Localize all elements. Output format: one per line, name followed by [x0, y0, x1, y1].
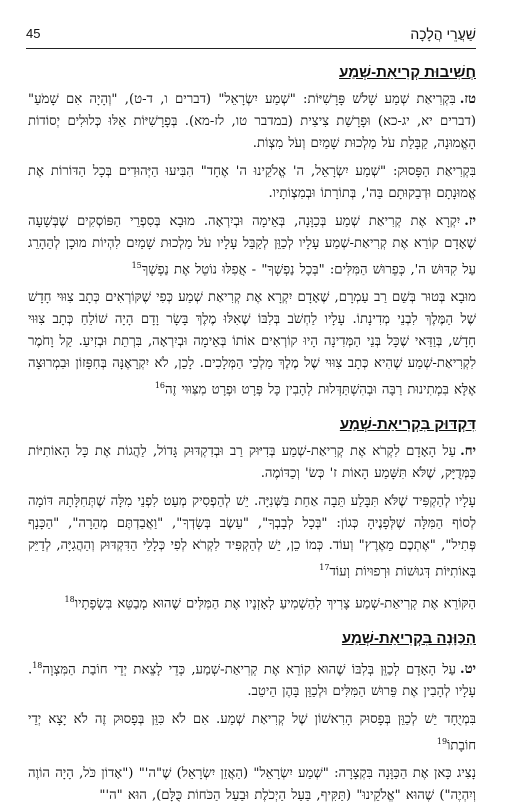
paragraph-text: בִּקְרִיאַת שְׁמַע שָׁלֹשׁ פָּרָשִׁיּוֹת: "שְׁמַע יִשְׂרָאֵל" (דברים ו, ד-ט), "וְהָיָה אִם שָׁמֹעַ" (דברים יא, יג-כא) וּפָרָשַׁת צִיצִית (במדבר טו, לז-מא). בְּפָרָשִׁיּוֹת אֵלּוּ כְּלוּלִים יְסוֹדוֹת הָאֱמוּנָה, קַבָּלַת עֹל מַלְכוּת שָׁמַיִם וְעֹל מִצְוֹת. [28, 92, 476, 151]
paragraph [28, 709, 476, 757]
footnote-ref: 18 [64, 595, 75, 605]
footnote-ref: 18 [32, 660, 43, 670]
paragraph-text: בִּמְיֻחָד יֵשׁ לְכַוֵּן בְּפָסוּק הָרִאשׁוֹן שֶׁל קְרִיאַת שְׁמַע. אִם לֹא כִּוֵּן בְּפָסוּק זֶה לֹא יָצָא יְדֵי חוֹבָתוֹ [28, 711, 476, 754]
paragraph-text: נָצִיג כָּאן אֶת הַכַּוָּנָה בִּקְצָרָה: "שְׁמַע יִשְׂרָאֵל" (הַאֲזֵן יִשְׂרָאֵל) שֶׁ"ה'" ("אָדוֹן כֹּל, הָיָה הוֹוֶה וְיִהְיֶה") שֶׁהוּא "אֱלֹקֵינוּ" (תַּקִּיף, בַּעַל הַיְכֹלֶת וּבַעַל הַכֹּחוֹת כֻּלָּם), הוּא "ה'" [28, 766, 476, 804]
paragraph-number: יח. [460, 443, 476, 459]
page-content [28, 64, 476, 810]
paragraph-number: טז. [459, 92, 476, 107]
paragraph-text: עָלָיו לְהַקְפִּיד שֶׁלֹּא תִּבָּלַע תֵּבָה אַחַת בַּשְּׁנִיָּה. יֵשׁ לְהַפְסִיק מְעַט לִפְנֵי מִלָּה שֶׁתְּחִלָּתָהּ דּוֹמָה לְסוֹף הַמִּלָּה שֶׁלְּפָנֶיהָ כְּגוֹן: "בְּכָל לְבָבְךָ", "עֵשֶׂב בְּשָׂדְךָ", "וַאֲבַדְתֶּם מְהֵרָה", "הַכָּנָף פְּתִיל", "אֶתְכֶם מֵאֶרֶץ" וְעוֹד. כְּמוֹ כֵן, יֵשׁ לְהַקְפִּיד לִקְרֹא לְפִי כְּלָלֵי הַדִּקְדּוּק וְהַהֲגִיָּה, לְדַיֵּק בְּאוֹתִיּוֹת דְּגוּשׁוֹת וּרְפוּיוֹת וְעוֹד [28, 493, 476, 580]
footnote-ref: 17 [319, 562, 330, 572]
paragraph [28, 589, 476, 615]
paragraph-text: מוּבָא בְּטוּר בְּשֵׁם רַב עַמְרָם, שֶׁאָדָם יִקְרָא אֶת קְרִיאַת שְׁמַע כְּפִי שֶׁקּוֹרְאִים כְּתָב צִוּוּי חָדָשׁ שֶׁל הַמֶּלֶךְ לִבְנֵי מְדִינָתוֹ. עָלָיו לַחְשֹׁב בְּלִבּוֹ שֶׁאִלּוּ מֶלֶךְ בָּשָׂר וָדָם הָיָה שׁוֹלֵחַ כְּתָב צִוּוּי חָדָשׁ, בְּוַדַּאי שֶׁכָּל בְּנֵי הַמְּדִינָה הָיוּ קוֹרְאִים אוֹתוֹ בְּאֵימָה וּבְיִרְאָה, בִּרְתֵת וּבְזִיעַ. קַל וָחֹמֶר לִקְרִיאַת-שְׁמַע שֶׁהִיא כְּתָב צִוּוּי שֶׁל מֶלֶךְ מַלְכֵי הַמְּלָכִים. לָכֵן, לֹא יִקְרָאֶנָּה בְּחִפָּזוֹן וּבִמְרוּצָה אֶלָּא בִּמְתִינוּת רַבָּה וּבְהִשְׁתַּדְּלוּת לְהָבִין כָּל פְּרָט וּפְרָט מִצִּוּוּי זֶה [28, 290, 476, 398]
section-heading: דִּקְדּוּק בִּקְרִיאַת-שְׁמַע [339, 415, 476, 433]
section-heading: הַכַּוָּנָה בִּקְרִיאַת-שְׁמַע [341, 629, 476, 647]
footnote-ref: 15 [131, 261, 142, 270]
paragraph [28, 491, 476, 583]
section-importance [28, 64, 476, 402]
paragraph [28, 441, 476, 485]
page-header [26, 26, 476, 49]
paragraph [28, 89, 476, 155]
section-precision [28, 416, 476, 616]
paragraph [28, 763, 476, 807]
paragraph [28, 655, 476, 703]
paragraph-text: יִקְרָא אֶת קְרִיאַת שְׁמַע בְּכַוָּנָה, בְּאֵימָה וּבְיִרְאָה. מוּבָא בְּסִפְרֵי הַפּוֹסְקִים שֶׁבְּשָׁעָה שֶׁאָדָם קוֹרֵא אֶת קְרִיאַת-שְׁמַע עָלָיו לְכַוֵּן לְקַבֵּל עָלָיו עֹל מַלְכוּת שָׁמַיִם לִהְיוֹת מוּכָן לְהֵהָרֵג עַל קִדּוּשׁ ה', כְּפֵרוּשׁ הַמִּלִּים: "בְּכָל נַפְשְׁךָ" - אֲפִלּוּ נוֹטֵל אֶת נַפְשְׁךָ [28, 214, 476, 278]
running-title: שַׁעֲרֵי הֲלָכָה [410, 26, 476, 42]
page-number: 45 [26, 26, 41, 41]
paragraph-text: הַקּוֹרֵא אֶת קְרִיאַת-שְׁמַע צָרִיךְ לְהַשְׁמִיעַ לְאָזְנָיו אֶת הַמִּלִּים שֶׁהוּא מְבַטֵּא בִּשְׂפָתָיו [74, 596, 476, 612]
paragraph-number: יז. [464, 214, 476, 229]
section-heading: חֲשִׁיבוּת קְרִיאַת-שְׁמַע [339, 64, 476, 81]
footnote-ref: 19 [436, 736, 448, 746]
paragraph [28, 287, 476, 401]
footnote-ref: 16 [154, 381, 166, 391]
paragraph-text: בִּקְרִיאַת הַפָּסוּק: "שְׁמַע יִשְׂרָאֵל, ה' אֱלֹקֵינוּ ה' אֶחָד" הִבִּיעוּ הַיְּהוּדִים בְּכָל הַדּוֹרוֹת אֶת אֱמוּנָתָם וּדְבֵקוּתָם בַּה', בְּתוֹרָתוֹ וּבְמִצְוֹתָיו. [28, 164, 476, 201]
section-intention [28, 630, 476, 808]
paragraph-text: עַל הָאָדָם לִקְרֹא אֶת קְרִיאַת-שְׁמַע בְּדִיּוּק רַב וּבְדִקְדּוּק גָּדוֹל, לַהֲגוֹת אֶת כָּל הָאוֹתִיּוֹת כַּמְּדֻיָּק, שֶׁלֹּא תִּשָּׁמַע הָאוֹת ז' כְּשׂ' וְכַדּוֹמֶה. [28, 443, 476, 481]
paragraph-text-continued: . עָלָיו לְהָבִין אֶת פֵּרוּשׁ הַמִּלִּים וּלְכַוֵּן בָּהֶן הֵיטֵב. [28, 661, 476, 699]
paragraph [28, 161, 476, 205]
paragraph-number: יט. [459, 661, 476, 677]
paragraph-text: עַל הָאָדָם לְכַוֵּן בְּלִבּוֹ שֶׁהוּא קוֹרֵא אֶת קְרִיאַת-שְׁמַע, כְּדֵי לָצֵאת יְדֵי חוֹבַת הַמִּצְוָה [42, 661, 456, 677]
paragraph [28, 211, 476, 281]
